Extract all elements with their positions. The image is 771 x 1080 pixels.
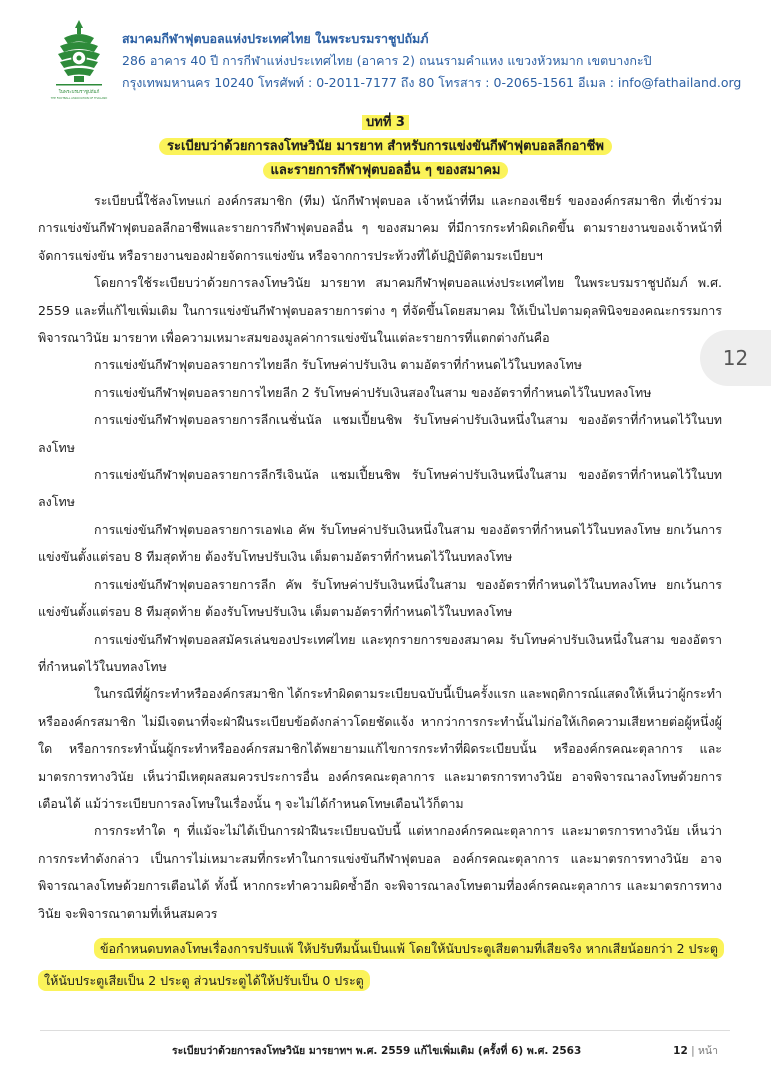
chapter-title-line-1: ระเบียบว่าด้วยการลงโทษวินัย มารยาท สำหรับการแข่งขันกีฬาฟุตบอลลีกอาชีพ (159, 138, 612, 155)
document-body (38, 187, 722, 997)
page-number-tab: 12 (700, 330, 771, 386)
footer-page-indicator (673, 1042, 718, 1059)
org-address: 286 อาคาร 40 ปี การกีฬาแห่งประเทศไทย (อาคาร 2) ถนนรามคำแหง แขวงหัวหมาก เขตบางกะปิ (122, 53, 652, 68)
paragraph-amateur: การแข่งขันกีฬาฟุตบอลสมัครเล่นของประเทศไทย และทุกรายการของสมาคม รับโทษค่าปรับเงินหนึ่งในสาม ของอัตราที่กำหนดไว้ในบทลงโทษ (38, 631, 722, 674)
paragraph-thai-league-2: การแข่งขันกีฬาฟุตบอลรายการไทยลีก 2 รับโทษค่าปรับเงินสองในสาม ของอัตราที่กำหนดไว้ในบทลงโทษ (94, 384, 652, 400)
letterhead (50, 18, 740, 100)
svg-text:ในพระบรมราชูปถัมภ์: ในพระบรมราชูปถัมภ์ (58, 90, 100, 95)
paragraph-thai-league: การแข่งขันกีฬาฟุตบอลรายการไทยลีก รับโทษค่าปรับเงิน ตามอัตราที่กำหนดไว้ในบทลงโทษ (94, 357, 582, 373)
paragraph-league-cup: การแข่งขันกีฬาฟุตบอลรายการลีก คัพ รับโทษค่าปรับเงินหนึ่งในสาม ของอัตราที่กำหนดไว้ในบทลงโทษ ยกเว้นการแข่งขันตั้งแต่รอบ 8 ทีมสุดท้าย ต้องรับโทษปรับเงิน เต็มตามอัตราที่กำหนดไว้ในบทลงโทษ (38, 576, 722, 620)
chapter-number: บทที่ 3 (362, 115, 409, 130)
paragraph-improper-conduct: การกระทำใด ๆ ที่แม้จะไม่ได้เป็นการฝ่าฝืนระเบียบฉบับนี้ แต่หากองค์กรคณะตุลาการ และมาตรการทางวินัย เห็นว่า การกระทำดังกล่าว เป็นการไม่เหมาะสมที่กระทำในการแข่งขันกีฬาฟุตบอล องค์กรคณะตุลาการ และมาตรการทางวินัย อาจพิจารณาลงโทษด้วยการเตือนได้ ทั้งนี้ หากกระทำความผิดซ้ำอีก จะพิจารณาลงโทษตามที่องค์กรคณะตุลาการ และมาตรการทางวินัย จะพิจารณาตามที่เห็นสมควร (38, 823, 722, 921)
paragraph-first-offense: ในกรณีที่ผู้กระทำหรือองค์กรสมาชิก ได้กระทำผิดตามระเบียบฉบับนี้เป็นครั้งแรก และพฤติการณ์แสดงให้เห็นว่าผู้กระทำหรือองค์กรสมาชิก ไม่มีเจตนาที่จะฝ่าฝืนระเบียบข้อดังกล่าวโดยชัดแจ้ง หากว่าการกระทำนั้นไม่ก่อให้เกิดความเสียหายต่อผู้หนึ่งผู้ใด หรือการกระทำนั้นผู้กระทำหรือองค์กรสมาชิกได้พยายามแก้ไขการกระทำที่ผิดระเบียบนั้น หรือองค์กรคณะตุลาการ และมาตรการทางวินัย เห็นว่ามีเหตุผลสมควรประการอื่น องค์กรคณะตุลาการ และมาตรการทางวินัย อาจพิจารณาลงโทษด้วยการเตือนได้ แม้ว่าระเบียบการลงโทษในเรื่องนั้น ๆ จะไม่ได้กำหนดโทษเตือนไว้ก็ตาม (38, 686, 722, 811)
paragraph-fa-cup: การแข่งขันกีฬาฟุตบอลรายการเอฟเอ คัพ รับโทษค่าปรับเงินหนึ่งในสาม ของอัตราที่กำหนดไว้ในบทลงโทษ ยกเว้นการแข่งขันตั้งแต่รอบ 8 ทีมสุดท้าย ต้องรับโทษปรับเงิน เต็มตามอัตราที่กำหนดไว้ในบทลงโทษ (38, 521, 722, 565)
paragraph-national-championship: การแข่งขันกีฬาฟุตบอลรายการลีกเนชั่นนัล แชมเปี้ยนชิพ รับโทษค่าปรับเงินหนึ่งในสาม ของอัตราที่กำหนดไว้ในบทลงโทษ (38, 412, 722, 455)
forfeit-rule-highlight: ข้อกำหนดบทลงโทษเรื่องการปรับแพ้ ให้ปรับทีมนั้นเป็นแพ้ โดยให้นับประตูเสียตามที่เสียจริง หากเสียน้อยกว่า 2 ประตู ให้นับประตูเสียเป็น 2 ประตู ส่วนประตูได้ให้ปรับเป็น 0 ประตู (38, 938, 724, 991)
organization-info (122, 28, 762, 94)
org-contact: กรุงเทพมหานคร 10240 โทรศัพท์ : 0-2011-7177 ถึง 80 โทรสาร : 0-2065-1561 อีเมล : info@fathailand.org (122, 75, 742, 90)
footer-divider (40, 1030, 730, 1031)
logo-caption: THE FOOTBALL ASSOCIATION OF THAILAND (50, 97, 108, 100)
footer-title: ระเบียบว่าด้วยการลงโทษวินัย มารยาทฯ พ.ศ. 2559 แก้ไขเพิ่มเติม (ครั้งที่ 6) พ.ศ. 2563 (172, 1045, 582, 1057)
footer-page-number: 12 (673, 1045, 688, 1057)
org-name: สมาคมกีฬาฟุตบอลแห่งประเทศไทย ในพระบรมราชูปถัมภ์ (122, 31, 429, 46)
association-logo (50, 18, 108, 100)
paragraph-forfeit-rule (38, 933, 722, 997)
footer-page-label: | หน้า (691, 1045, 718, 1057)
paragraph-application: โดยการใช้ระเบียบว่าด้วยการลงโทษวินัย มารยาท สมาคมกีฬาฟุตบอลแห่งประเทศไทย ในพระบรมราชูปถัมภ์ พ.ศ. 2559 และที่แก้ไขเพิ่มเติม ในการแข่งขันกีฬาฟุตบอลรายการต่าง ๆ ที่จัดขึ้นโดยสมาคม ให้เป็นไปตามดุลพินิจของคณะกรรมการพิจารณาวินัย มารยาท เพื่อความเหมาะสมของมูลค่าการแข่งขันในแต่ละรายการที่แตกต่างกันคือ (38, 275, 722, 346)
paragraph-regional-championship: การแข่งขันกีฬาฟุตบอลรายการลีกรีเจินนัล แชมเปี้ยนชิพ รับโทษค่าปรับเงินหนึ่งในสาม ของอัตราที่กำหนดไว้ในบทลงโทษ (38, 467, 722, 510)
page-footer (40, 1042, 730, 1062)
paragraph-scope: ระเบียบนี้ใช้ลงโทษแก่ องค์กรสมาชิก (ทีม) นักกีฬาฟุตบอล เจ้าหน้าที่ทีม และกองเชียร์ ขององค์กรสมาชิก ที่เข้าร่วมการแข่งขันกีฬาฟุตบอลลีกอาชีพและรายการกีฬาฟุตบอลอื่น ๆ ของสมาคม ที่มีการกระทำผิดเกิดขึ้น ตามรายงานของเจ้าหน้าที่จัดการแข่งขัน หรือรายงานของฝ่ายจัดการแข่งขัน หรือจากการประท้วงที่ได้ปฏิบัติตามระเบียบฯ (38, 193, 722, 263)
chapter-title-line-2: และรายการกีฬาฟุตบอลอื่น ๆ ของสมาคม (263, 162, 509, 179)
chapter-title (30, 112, 741, 184)
